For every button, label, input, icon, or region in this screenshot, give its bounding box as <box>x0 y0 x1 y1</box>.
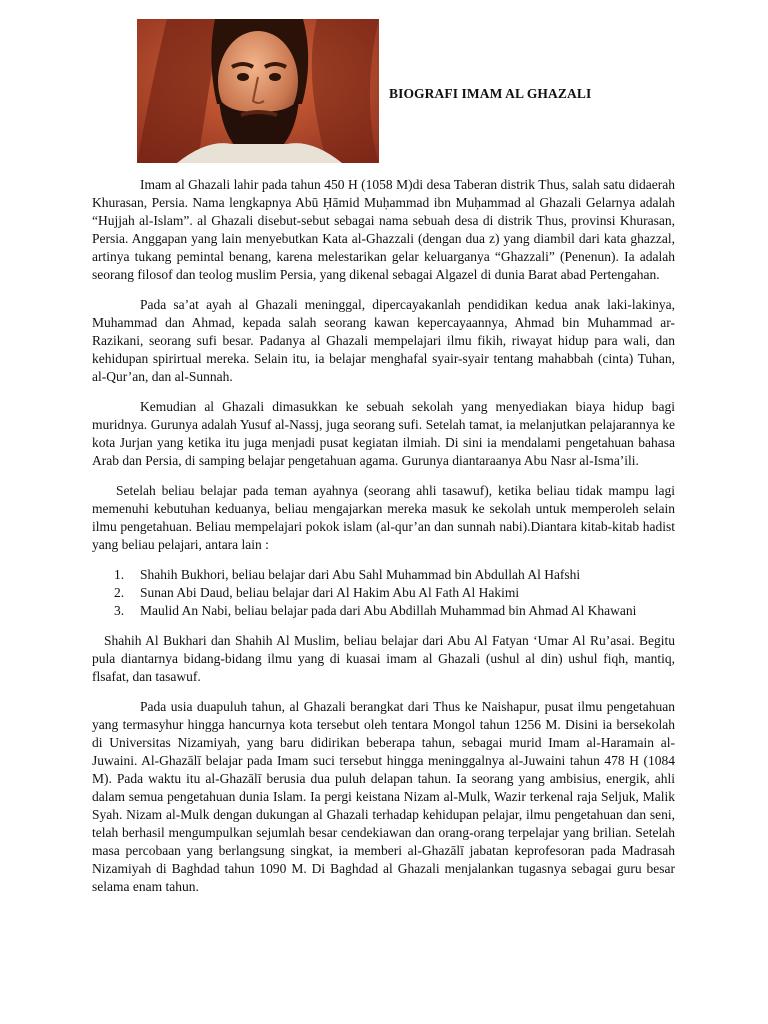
paragraph-3: Kemudian al Ghazali dimasukkan ke sebuah sekolah yang menyediakan biaya hidup bagi muridnya. Gurunya adalah Yusuf al-Nassj, juga seorang sufi. Setelah tamat, ia melanjutkan pelajarannya ke kota Jurjan yang ketika itu juga menjadi pusat kegiatan ilmiah. Di sini ia mendalami pengetahuan bahasa Arab dan Persia, di samping belajar pengetahuan agama. Gurunya diantaraanya Abu Nasr al-Isma’ili. <box>92 399 675 468</box>
list-item-text: Maulid An Nabi, beliau belajar pada dari Abu Abdillah Muhammad bin Ahmad Al Khawani <box>140 603 637 618</box>
list-item <box>92 566 675 584</box>
paragraph-5: Shahih Al Bukhari dan Shahih Al Muslim, beliau belajar dari Abu Al Fatyan ‘Umar Al Ru’asai. Begitu pula diantarnya bidang-bidang ilmu yang di kuasai imam al Ghazali (ushul al din) ushul fiqh, mantiq, flsafat, dan tasawuf. <box>92 633 675 684</box>
list-item-number: 2. <box>114 585 125 600</box>
list-item-text: Sunan Abi Daud, beliau belajar dari Al Hakim Abu Al Fath Al Hakimi <box>140 585 520 600</box>
portrait-illustration <box>137 19 379 163</box>
hadith-book-list <box>92 566 675 620</box>
paragraph-1: Imam al Ghazali lahir pada tahun 450 H (1058 M)di desa Taberan distrik Thus, salah satu didaerah Khurasan, Persia. Nama lengkapnya Abū Ḥāmid Muḥammad ibn Muḥammad al Ghazali Gelarnya adalah “Hujjah al-Islam”. al Ghazali disebut-sebut sebagai nama sebuah desa di distrik Thus, provinsi Khurasan, Persia. Anggapan yang lain menyebutkan Kata al-Ghazzali (dengan dua z) yang diambil dari kata ghazzal, artinya tukang pemintal benang, karena melestarikan gelar keluarganya “Ghazzali” (Penenun). Ia adalah seorang filosof dan teolog muslim Persia, yang dikenal sebagai Algazel di dunia Barat abad Pertengahan. <box>92 177 675 282</box>
paragraph-6: Pada usia duapuluh tahun, al Ghazali berangkat dari Thus ke Naishapur, pusat ilmu pengetahuan yang termasyhur hingga hancurnya kota tersebut oleh tentara Mongol tahun 1256 M. Disini ia bersekolah di Universitas Nizamiyah, yang baru didirikan beberapa tahun, sebagai murid Imam al-Haramain al-Juwaini. Al-Ghazālī belajar pada Imam suci tersebut hingga meninggalnya al-Juwaini tahun 478 H (1084 M). Pada waktu itu al-Ghazālī berusia dua puluh delapan tahun. Ia seorang yang ambisius, energik, ahli dalam semua pengetahuan dunia Islam. Ia pergi keistana Nizam al-Mulk, Wazir terkenal raja Seljuk, Malik Syah. Nizam al-Mulk dengan dukungan al Ghazali terhadap kehidupan pelajar, ilmu pengetahuan dan seni, telah berhasil mengumpulkan sejumlah besar cendekiawan dan orang-orang terpelajar yang brilian. Setelah masa percobaan yang berlangsung singkat, ia memberi al-Ghazālī jabatan keprofesoran pada Madrasah Nizamiyah di Baghdad tahun 1090 M. Di Baghdad al Ghazali menjalankan tugasnya sebagai guru besar selama enam tahun. <box>92 699 675 894</box>
page-title: BIOGRAFI IMAM AL GHAZALI <box>389 86 592 101</box>
list-item-number: 1. <box>114 567 125 582</box>
portrait-image <box>137 19 379 163</box>
list-item <box>92 584 675 602</box>
paragraph-4: Setelah beliau belajar pada teman ayahnya (seorang ahli tasawuf), ketika beliau tidak mampu lagi memenuhi kebutuhan keduanya, beliau mengajarkan mereka masuk ke sekolah untuk memperoleh selain ilmu pengetahuan. Beliau mempelajari pokok islam (al-qur’an dan sunnah nabi).Diantara kitab-kitab hadist yang beliau pelajari, antara lain : <box>92 483 675 552</box>
paragraph-2: Pada sa’at ayah al Ghazali meninggal, dipercayakanlah pendidikan kedua anak laki-lakinya, Muhammad dan Ahmad, kepada salah seorang kawan kepercayaannya, Ahmad bin Muhammad ar-Razikani, seorang sufi besar. Padanya al Ghazali mempelajari ilmu fikih, riwayat hidup para wali, dan kehidupan spirirtual mereka. Selain itu, ia belajar menghafal syair-syair tentang mahabbah (cinta) Tuhan, al-Qur’an, dan al-Sunnah. <box>92 297 675 384</box>
list-item-text: Shahih Bukhori, beliau belajar dari Abu Sahl Muhammad bin Abdullah Al Hafshi <box>140 567 581 582</box>
list-item <box>92 602 675 620</box>
list-item-number: 3. <box>114 603 125 618</box>
document-body <box>92 176 675 908</box>
